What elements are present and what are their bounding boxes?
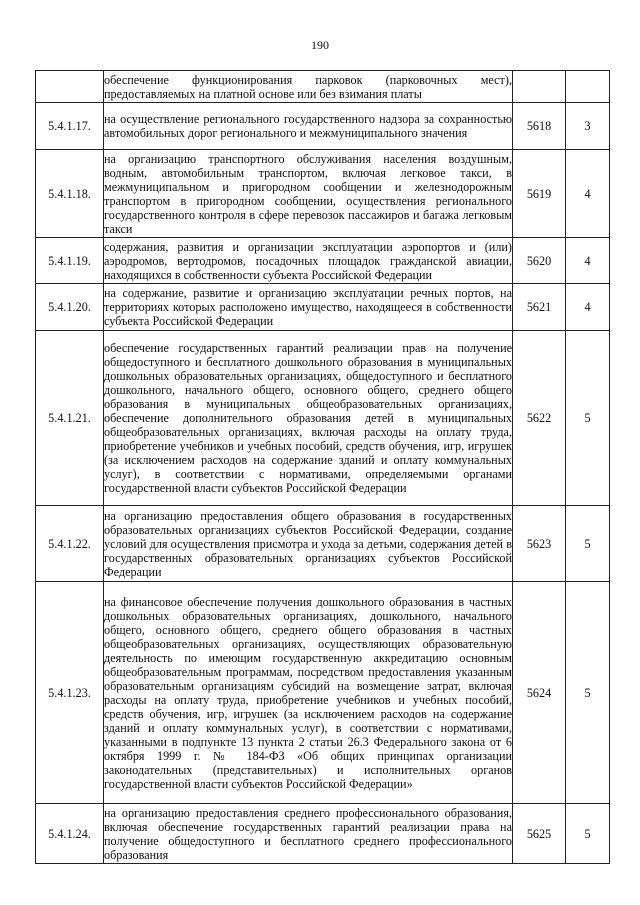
row-description: на организацию предоставления общего образования в государственных образовательных организациях субъектов Российской Федерации, создание условий для осуществления присмотра и ухода за детьми, содержания детей в государственных образовательных организациях субъектов Российской Федерации (104, 506, 513, 582)
row-description: на содержание, развитие и организацию эксплуатации речных портов, на территориях которых расположено имущество, находящееся в собственности субъекта Российской Федерации (104, 284, 513, 331)
row-code: 5.4.1.17. (36, 103, 104, 150)
row-number (513, 71, 566, 103)
table-row (36, 331, 610, 506)
row-description: на финансовое обеспечение получения дошкольного образования в частных дошкольных образовательных организациях, дошкольного, начального общего, основного общего, среднего общего образования в частных общеобразовательных организациях, осуществляющих образовательную деятельность по имеющим государственную аккредитацию основным общеобразовательным программам, посредством предоставления указанным образовательным организациям субсидий на возмещение затрат, включая расходы на оплату труда, приобретение учебников и учебных пособий, средств обучения, игр, игрушек (за исключением расходов на содержание зданий и оплату коммунальных услуг), в соответствии с нормативами, указанными в подпункте 13 пункта 2 статьи 26.3 Федерального закона от 6 октября 1999 г. № 184-ФЗ «Об общих принципах организации законодательных (представительных) и исполнительных органов государственной власти субъектов Российской Федерации» (104, 582, 513, 804)
row-group (566, 71, 610, 103)
row-group: 3 (566, 103, 610, 150)
budget-classification-table (35, 70, 610, 864)
row-group: 4 (566, 150, 610, 238)
row-description: содержания, развития и организации эксплуатации аэропортов и (или) аэродромов, вертодромов, посадочных площадок гражданской авиации, находящихся в собственности субъекта Российской Федерации (104, 239, 512, 282)
row-code (36, 71, 104, 103)
table-row (36, 71, 610, 103)
table-row (36, 103, 610, 150)
page-number: 190 (311, 38, 329, 52)
row-code: 5.4.1.24. (36, 804, 104, 864)
row-code: 5.4.1.18. (36, 150, 104, 238)
table-row (36, 284, 610, 331)
row-number: 5625 (513, 804, 566, 864)
row-group: 5 (566, 582, 610, 804)
row-number: 5621 (513, 284, 566, 331)
row-group: 4 (566, 284, 610, 331)
row-description: на осуществление регионального государственного надзора за сохранностью автомобильных дорог регионального и межмуниципального значения (104, 103, 513, 150)
row-number: 5624 (513, 582, 566, 804)
table-row (36, 582, 610, 804)
row-code: 5.4.1.20. (36, 284, 104, 331)
table-row (36, 804, 610, 864)
row-group: 5 (566, 506, 610, 582)
table-row (36, 150, 610, 238)
row-code: 5.4.1.22. (36, 506, 104, 582)
table-row (36, 506, 610, 582)
row-number: 5619 (513, 150, 566, 238)
row-group: 5 (566, 804, 610, 864)
row-description: на организацию предоставления среднего профессионального образования, включая обеспечение государственных гарантий реализации права на получение общедоступного и бесплатного среднего профессионального образования (104, 805, 512, 862)
row-group: 4 (566, 238, 610, 284)
row-number: 5618 (513, 103, 566, 150)
row-code: 5.4.1.21. (36, 331, 104, 506)
table-row (36, 238, 610, 284)
row-description: обеспечение государственных гарантий реализации прав на получение общедоступного и бесплатного дошкольного образования в муниципальных дошкольных образовательных организациях, общедоступного и бесплатного дошкольного, начального общего, основного общего, среднего общего образования в муниципальных общеобразовательных организациях, обеспечение дополнительного образования детей в муниципальных общеобразовательных организациях, включая расходы на оплату труда, приобретение учебников и учебных пособий, средств обучения, игр, игрушек (за исключением расходов на содержание зданий и оплату коммунальных услуг), в соответствии с нормативами, определяемыми органами государственной власти субъектов Российской Федерации (104, 331, 513, 506)
row-description: обеспечение функционирования парковок (парковочных мест), предоставляемых на платной основе или без взимания платы (104, 72, 512, 101)
row-code: 5.4.1.23. (36, 582, 104, 804)
row-number: 5622 (513, 331, 566, 506)
row-number: 5623 (513, 506, 566, 582)
row-code: 5.4.1.19. (36, 238, 104, 284)
row-group: 5 (566, 331, 610, 506)
row-number: 5620 (513, 238, 566, 284)
row-description: на организацию транспортного обслуживания населения воздушным, водным, автомобильным транспортом, включая легковое такси, в межмуниципальном и пригородном сообщении и железнодорожным транспортом в пригородном сообщении, осуществления регионального государственного контроля в сфере перевозок пассажиров и багажа легковым такси (104, 151, 512, 236)
